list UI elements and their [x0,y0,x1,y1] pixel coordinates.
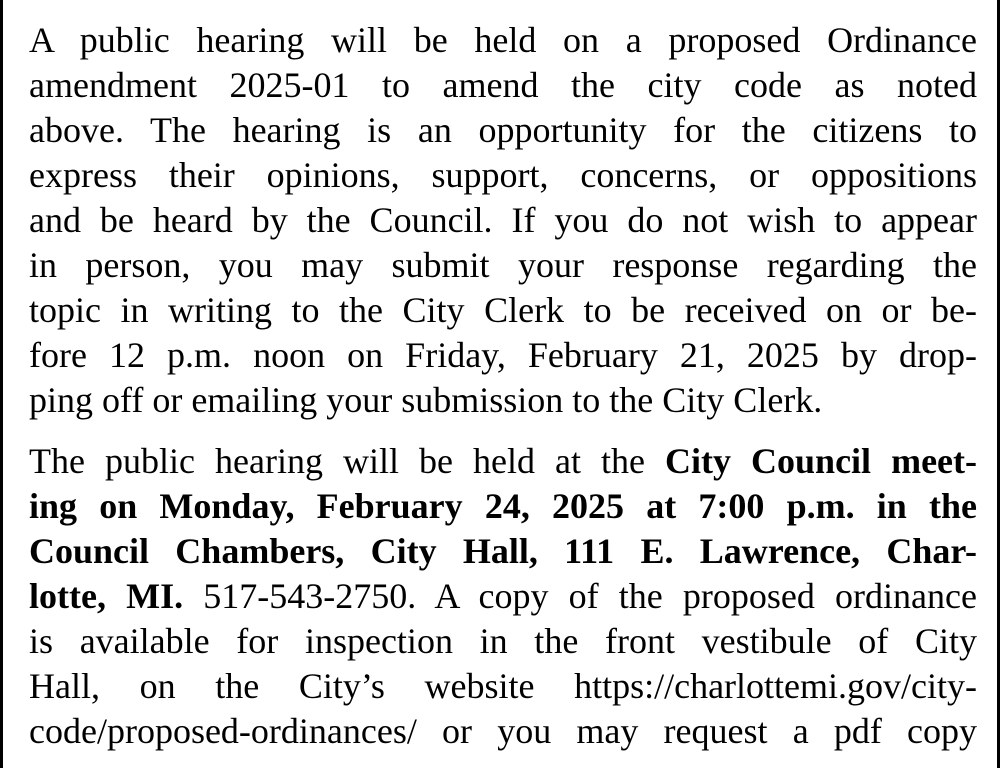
text-line: amendment 2025-01 to amend the city code as noted [29,65,977,105]
text-line: and be heard by the Council. If you do not wish to appear [29,200,977,240]
meeting-location-bold: City Council meet- [665,441,977,481]
phone-and-copy-text: 517-543-2750. A copy of the proposed ordinance [183,576,977,616]
text-line: Hall, on the City’s website https://charlottemi.gov/city- [29,666,977,706]
meeting-address-bold: Council Chambers, City Hall, 111 E. Lawrence, Char- [29,531,977,571]
notice-body [29,18,977,754]
hearing-description-paragraph [29,18,977,423]
text-line: is available for inspection in the front vestibule of City [29,621,977,661]
text-line [29,439,977,484]
meeting-city-bold: lotte, MI. [29,576,184,616]
text-line: A public hearing will be held on a proposed Ordinance [29,20,977,60]
text-line: fore 12 p.m. noon on Friday, February 21, 2025 by drop- [29,335,977,375]
text-line [29,574,977,619]
meeting-details-paragraph [29,439,977,754]
meeting-date-bold: ing on Monday, February 24, 2025 at 7:00 p.m. in the [29,486,977,526]
text-line [29,529,977,574]
text-line: ping off or emailing your submission to the City Clerk. [29,380,823,420]
text-line: express their opinions, support, concerns, or oppositions [29,155,977,195]
text-line [29,484,977,529]
text-line: code/proposed-ordinances/ or you may request a pdf copy [29,711,977,751]
intro-text: The public hearing will be held at the [29,441,666,481]
text-line: topic in writing to the City Clerk to be received on or be- [29,290,977,330]
text-line: in person, you may submit your response regarding the [29,245,977,285]
text-line: above. The hearing is an opportunity for the citizens to [29,110,977,150]
